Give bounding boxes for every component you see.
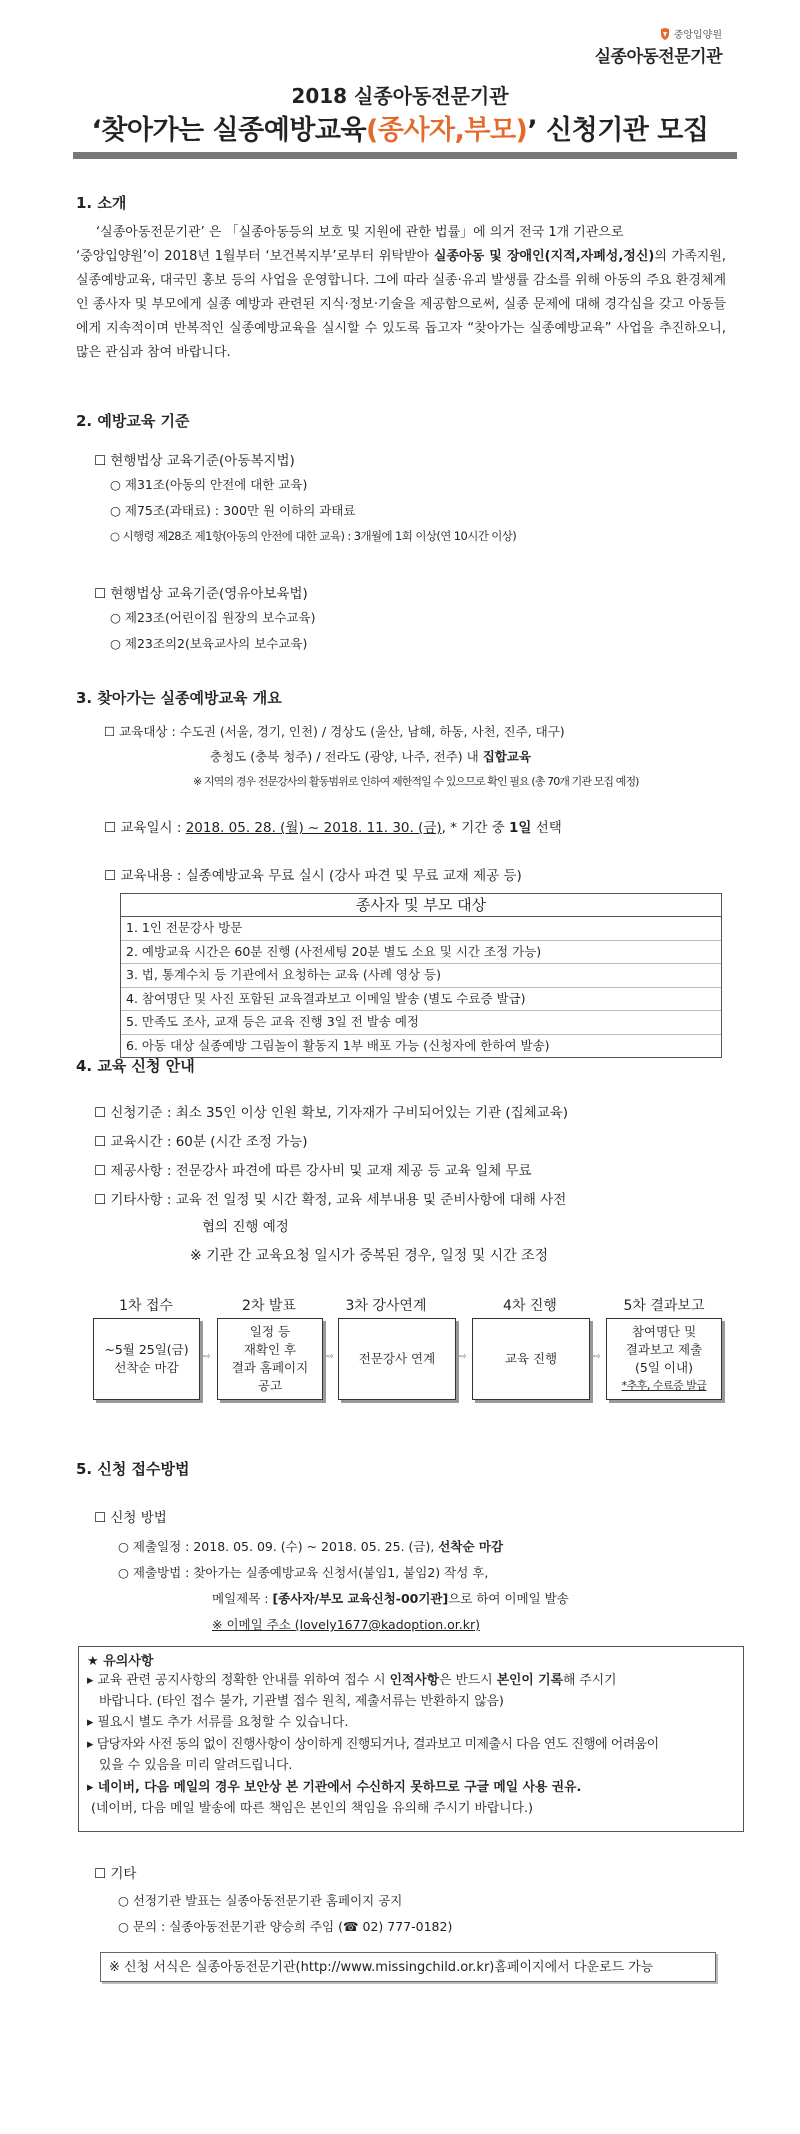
notice-item: ▸ 네이버, 다음 메일의 경우 보안상 본 기관에서 수신하지 못하므로 구글 메일 사용 권유. bbox=[87, 1780, 582, 1795]
notice-item: ▸ 담당자와 사전 동의 없이 진행사항이 상이하게 진행되거나, 결과보고 미제출시 다음 연도 진행에 어려움이 bbox=[87, 1737, 659, 1752]
notice-title: ★ 유의사항 bbox=[87, 1654, 154, 1669]
section3-heading: 3. 찾아가는 실종예방교육 개요 bbox=[76, 689, 282, 707]
apply-note: ※ 기관 간 교육요청 일시가 중복된 경우, 일정 및 시간 조정 bbox=[190, 1248, 549, 1264]
etc-item: ○ 선정기관 발표는 실종아동전문기관 홈페이지 공지 bbox=[118, 1893, 403, 1908]
notice-item: (네이버, 다음 메일 발송에 따른 책임은 본인의 책임을 유의해 주시기 바랍니다.) bbox=[91, 1801, 534, 1816]
section5-heading: 5. 신청 접수방법 bbox=[76, 1460, 190, 1478]
notice-item: ▸ 필요시 별도 추가 서류를 요청할 수 있습니다. bbox=[87, 1715, 349, 1730]
section1-heading: 1. 소개 bbox=[76, 194, 127, 212]
logo-name: 실종아동전문기관 bbox=[594, 47, 722, 67]
law-item: ○ 제31조(아동의 안전에 대한 교육) bbox=[110, 477, 308, 492]
method-heading: ☐ 신청 방법 bbox=[94, 1510, 167, 1526]
table-header: 종사자 및 부모 대상 bbox=[121, 894, 721, 917]
step-box: 전문강사 연계 bbox=[338, 1318, 456, 1400]
step-label: 2차 발표 bbox=[242, 1298, 296, 1314]
section1-paragraph: ‘실종아동전문기관’ 은 「실종아동등의 보호 및 지원에 관한 법률」에 의거 전국 1개 기관으로 ‘중앙입양원’이 2018년 1월부터 ‘보건복지부’로부터 위탁받아 실종아동 및 장애인(지적,자폐성,정신)의 가족지원, 실종예방교육, 대국민 홍보 등의 사업을 운영합니다. 그에 따라 실종·유괴 발생률 감소를 위해 아동의 주요 환경체계인 종사자 및 부모에게 실종 예방과 관련된 지식·정보·기술을 제공함으로써, 실종 문제에 대해 경각심을 갖고 아동들에게 지속적이며 반복적인 실종예방교육을 실시할 수 있도록 돕고자 “찾아가는 실종예방교육” 사업을 추진하오니, 많은 관심과 참여 바랍니다. bbox=[76, 225, 726, 360]
step-label: 5차 결과보고 bbox=[623, 1298, 705, 1314]
mail-title: 메일제목 : [종사자/부모 교육신청-00기관]으로 하여 이메일 발송 bbox=[212, 1591, 569, 1606]
apply-item: ☐ 제공사항 : 전문강사 파견에 따른 강사비 및 교재 제공 등 교육 일체 무료 bbox=[94, 1163, 532, 1179]
submit-how: ○ 제출방법 : 찾아가는 실종예방교육 신청서(붙임1, 붙임2) 작성 후, bbox=[118, 1565, 489, 1580]
target-line1: ☐ 교육대상 : 수도권 (서울, 경기, 인천) / 경상도 (울산, 남해, 하동, 사천, 진주, 대구) bbox=[104, 724, 565, 739]
logo-sub: 중앙입양원 bbox=[673, 30, 722, 41]
arrow-icon: ⇨ bbox=[326, 1352, 334, 1362]
arrow-icon: ⇨ bbox=[203, 1352, 211, 1362]
law-item: ○ 제23조(어린이집 원장의 보수교육) bbox=[110, 610, 316, 625]
title-line2: ‘찾아가는 실종예방교육(종사자,부모)’ 신청기관 모집 bbox=[91, 115, 709, 146]
logo bbox=[595, 26, 722, 67]
edu-content: ☐ 교육내용 : 실종예방교육 무료 실시 (강사 파견 및 무료 교재 제공 등) bbox=[104, 868, 522, 884]
notice-item: 있을 수 있음을 미리 알려드립니다. bbox=[99, 1758, 293, 1773]
law-child-welfare: ☐ 현행법상 교육기준(아동복지법) bbox=[94, 453, 295, 469]
notice-box bbox=[78, 1646, 744, 1832]
law-item: ○ 시행령 제28조 제1항(아동의 안전에 대한 교육) : 3개월에 1회 이상(연 10시간 이상) bbox=[110, 529, 517, 543]
section2-heading: 2. 예방교육 기준 bbox=[76, 412, 190, 430]
section4-heading: 4. 교육 신청 안내 bbox=[76, 1057, 195, 1075]
edu-date: ☐ 교육일시 : 2018. 05. 28. (월) ~ 2018. 11. 30. (금), * 기간 중 1일 선택 bbox=[104, 820, 562, 836]
etc-heading: ☐ 기타 bbox=[94, 1866, 137, 1882]
apply-item: ☐ 교육시간 : 60분 (시간 조정 가능) bbox=[94, 1134, 308, 1150]
title-divider bbox=[73, 152, 737, 159]
law-item: ○ 제75조(과태료) : 300만 원 이하의 과태료 bbox=[110, 503, 356, 518]
title-highlight: (종사자,부모) bbox=[366, 115, 528, 146]
title-line1: 2018 실종아동전문기관 bbox=[291, 84, 509, 108]
table-row: 5. 만족도 조사, 교재 등은 교육 진행 3일 전 발송 예정 bbox=[121, 1011, 721, 1035]
step-label: 3차 강사연계 bbox=[345, 1298, 427, 1314]
step-box: 일정 등 재확인 후 결과 홈페이지 공고 bbox=[217, 1318, 323, 1400]
etc-item: ○ 문의 : 실종아동전문기관 양승희 주임 (☎ 02) 777-0182) bbox=[118, 1919, 453, 1934]
step5-note: *추후, 수료증 발급 bbox=[621, 1379, 707, 1392]
table-row: 2. 예방교육 시간은 60분 진행 (사전세팅 20분 별도 소요 및 시간 조정 가능) bbox=[121, 941, 721, 965]
step-box: 교육 진행 bbox=[472, 1318, 590, 1400]
table-row: 1. 1인 전문강사 방문 bbox=[121, 917, 721, 941]
apply-item-cont: 협의 진행 예정 bbox=[202, 1219, 289, 1235]
step-label: 1차 접수 bbox=[119, 1298, 173, 1314]
apply-item: ☐ 기타사항 : 교육 전 일정 및 시간 확정, 교육 세부내용 및 준비사항에 대해 사전 bbox=[94, 1192, 567, 1208]
notice-item: 바랍니다. (타인 접수 불가, 기관별 접수 원칙, 제출서류는 반환하지 않음) bbox=[99, 1694, 504, 1709]
arrow-icon: ⇨ bbox=[593, 1352, 601, 1362]
law-item: ○ 제23조의2(보육교사의 보수교육) bbox=[110, 636, 308, 651]
apply-item: ☐ 신청기준 : 최소 35인 이상 인원 확보, 기자재가 구비되어있는 기관 (집체교육) bbox=[94, 1105, 569, 1121]
step-label: 4차 진행 bbox=[503, 1298, 557, 1314]
download-notice: ※ 신청 서식은 실종아동전문기관(http://www.missingchild.or.kr)홈페이지에서 다운로드 가능 bbox=[100, 1952, 716, 1982]
program-table bbox=[120, 893, 722, 1058]
shield-logo-icon bbox=[659, 28, 671, 40]
step-box: 참여명단 및 결과보고 제출 (5일 이내) *추후, 수료증 발급 bbox=[606, 1318, 722, 1400]
step-box: ~5월 25일(금) 선착순 마감 bbox=[93, 1318, 200, 1400]
table-row: 4. 참여명단 및 사진 포함된 교육결과보고 이메일 발송 (별도 수료증 발급) bbox=[121, 988, 721, 1012]
notice-item: ▸ 교육 관련 공지사항의 정확한 안내를 위하여 접수 시 인적사항은 반드시 본인이 기록해 주시기 bbox=[87, 1673, 617, 1688]
table-row: 6. 아동 대상 실종예방 그림놀이 활동지 1부 배포 가능 (신청자에 한하여 발송) bbox=[126, 1037, 550, 1053]
email-address[interactable]: ※ 이메일 주소 (lovely1677@kadoption.or.kr) bbox=[212, 1617, 481, 1632]
table-row: 3. 법, 통계수치 등 기관에서 요청하는 교육 (사례 영상 등) bbox=[121, 964, 721, 988]
law-infant-care: ☐ 현행법상 교육기준(영유아보육법) bbox=[94, 586, 308, 602]
target-note: ※ 지역의 경우 전문강사의 활동범위로 인하여 제한적일 수 있으므로 확인 필요 (총 70개 기관 모집 예정) bbox=[193, 775, 639, 788]
target-line2: 충청도 (충북 청주) / 전라도 (광양, 나주, 전주) 내 집합교육 bbox=[210, 749, 532, 764]
arrow-icon: ⇨ bbox=[459, 1352, 467, 1362]
submit-date: ○ 제출일정 : 2018. 05. 09. (수) ~ 2018. 05. 25. (금), 선착순 마감 bbox=[118, 1539, 504, 1554]
